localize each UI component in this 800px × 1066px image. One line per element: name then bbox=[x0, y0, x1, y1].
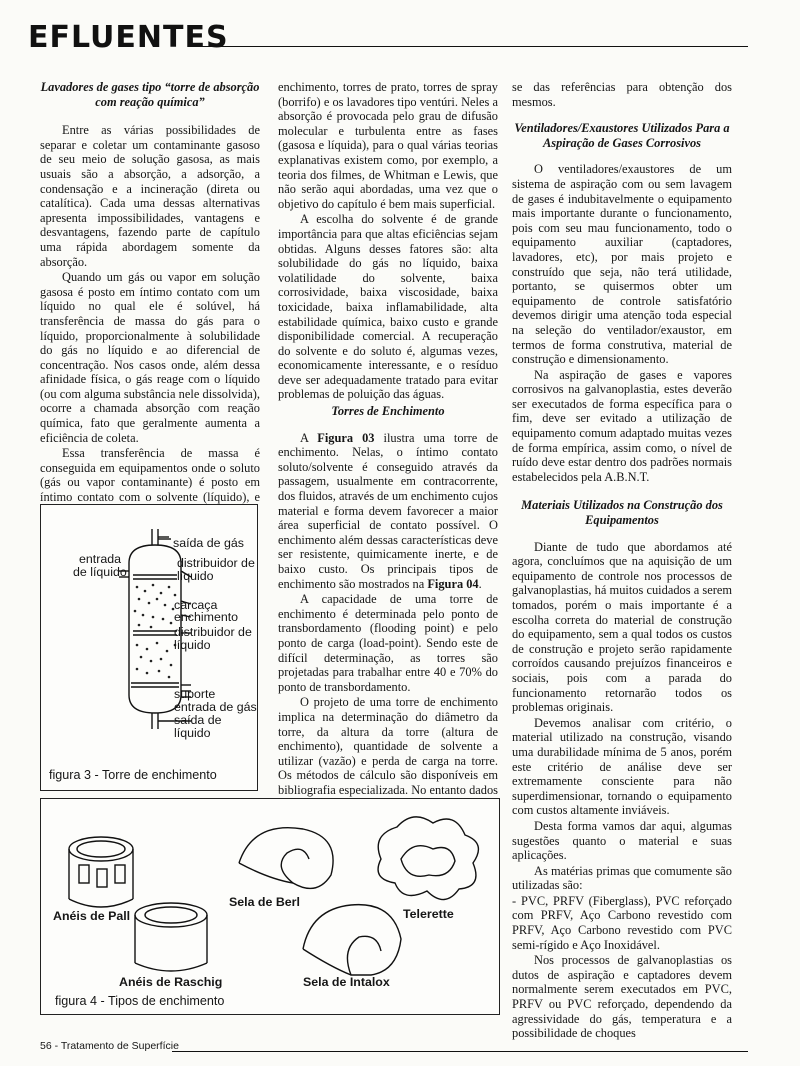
paragraph: Devemos analisar com critério, o material utilizado na construção, visando uma durabilidade mínima de 5 anos, porém este critério de análise deve ser extremamente consciente para não superdimensionar, tornando o equipamento com custos altamente inviáveis. bbox=[512, 715, 732, 818]
label-telerette: Telerette bbox=[403, 907, 454, 921]
label-redistributor-1: distribuidor de bbox=[174, 625, 252, 639]
page-footer: 56 - Tratamento de Superfície bbox=[40, 1040, 179, 1052]
label-raschig: Anéis de Raschig bbox=[119, 975, 223, 989]
text-run: ilustra uma torre de enchimento. Nelas, o íntimo contato soluto/solvente é conseguido através da passagem, usualmente em contracorrente, dos fluidos, através de um enchimento cujos material e forma devem favorecer a maior área superficial de contato possível. O enchimento além dessas características deve ser resistente, quimicamente inerte, e de baixo custo. Os principais tipos de enchimento são mostrados na bbox=[278, 430, 499, 591]
figure-3 bbox=[40, 504, 258, 791]
paragraph: Nos processos de galvanoplastias os dutos de aspiração e captadores devem normalmente serem executados em PVC, PRFV ou PVC reforçado, dependendo da agressividade do gás, temperatura e a possibilidade de choques bbox=[512, 953, 732, 1041]
label-support: suporte bbox=[174, 687, 216, 701]
label-pall: Anéis de Pall bbox=[53, 909, 131, 923]
section-title: EFLUENTES bbox=[28, 20, 229, 55]
paragraph: O ventiladores/exaustores de um sistema de aspiração com ou sem lavagem de gases é indubitavelmente o equipamento mais importante durante o funcionamento, pois com seu mau funcionamento, todo o equipamento auxiliar (captadores, lavadores, etc), por mais projeto e construído que seja, não terá utilidade, portanto, se quisermos obter um equipamento de controle satisfatório devemos dirigir uma atenção toda especial na seleção do ventilador/exaustor, em termos de forma construtiva, material de construção e dimensionamento. bbox=[512, 162, 732, 367]
paragraph: As matérias primas que comumente são utilizadas são: bbox=[512, 863, 732, 893]
paragraph: A capacidade de uma torre de enchimento é determinada pelo ponto de transbordamento (flooding point) e pelo ponto de carga (load-point). Sendo este de difícil determinação, as torres são projetadas para trabalhar entre 40 e 70% do ponto de transbordamento. bbox=[278, 592, 498, 694]
column-3 bbox=[512, 80, 732, 1042]
paragraph: - PVC, PRFV (Fiberglass), PVC reforçado com PRFV, Aço Carbono revestido com PRFV, Aço Carbono revestido com PVC semi-rígido e Aço Inoxidável. bbox=[512, 893, 732, 952]
paragraph: Quando um gás ou vapor em solução gasosa é posto em íntimo contato com um líquido no qual ele é solúvel, há transferência de massa do gás para o líquido, proporcionalmente à solubilidade do gás no líquido e ao diferencial de concentração. Nos casos onde, além dessa afinidade física, o gás reage com o líquido (ou com alguma substância nele dissolvida), ocorre a chamada absorção com reação química, fato que geralmente aumenta a eficiência de coleta. bbox=[40, 270, 260, 445]
paragraph: enchimento, torres de prato, torres de spray (borrifo) e os lavadores tipo ventúri. Neles a absorção é provocada pelo grau de difusão molecular e turbulenta entre as fases (gasosa e líquida), para o qual várias teorias explanativas existem como, por exemplo, a teoria dos filmes, de Whitman e Lewis, que não serão aqui abordadas, uma vez que o objetivo do capítulo é bem mais superficial. bbox=[278, 80, 498, 211]
label-distributor-1: distribuidor de bbox=[177, 556, 255, 570]
header-rule bbox=[196, 46, 748, 47]
paragraph: Na aspiração de gases e vapores corrosivos na galvanoplastia, estes deverão ser executados de forma específica para o fim, deve ser evitado a utilização de equipamento comum adaptado muitas vezes de forma empírica, assim como, o nível de ruído deve estar dentro dos padrões normais estabelecidos pela A.B.N.T. bbox=[512, 367, 732, 484]
label-berl: Sela de Berl bbox=[229, 895, 300, 909]
label-liquid-outlet: saída de líquido bbox=[174, 713, 222, 740]
heading-lavadores: Lavadores de gases tipo “torre de absorção com reação química” bbox=[40, 80, 260, 109]
label-liquid-inlet-2: de líquido bbox=[73, 565, 127, 579]
label-distributor-2: líquido bbox=[177, 569, 214, 583]
paragraph: Desta forma vamos dar aqui, algumas sugestões quanto o material e suas aplicações. bbox=[512, 818, 732, 863]
paragraph: Entre as várias possibilidades de separar e coletar um contaminante gasoso de seu meio de solução gasosa, as mais usuais são a absorção, a adsorção, a condensação e a incineração (direta ou catalítica). Cada uma dessas alternativas apresenta impossibilidades, vantagens e desvantagens, fazendo parte de capítulo uma rápida abordagem somente da absorção. bbox=[40, 123, 260, 269]
heading-ventiladores: Ventiladores/Exaustores Utilizados Para a Aspiração de Gases Corrosivos bbox=[514, 121, 730, 150]
heading-materiais: Materiais Utilizados na Construção dos Equipamentos bbox=[521, 498, 723, 528]
label-liquid-inlet-1: entrada bbox=[79, 552, 122, 566]
paragraph: Essa transferência de massa é conseguida em equipamentos onde o soluto (gás ou vapor contaminante) é posto em íntimo contato com o solvente (líquido), e bbox=[40, 446, 260, 505]
paragraph: O projeto de uma torre de enchimento implica na determinação do diâmetro da torre, da altura da torre (altura de enchimento), quantidade de solvente a utilizar (vazão) e perda de carga na torre. Os métodos de cálculo são disponíveis em bibliografia especializada. No entanto dados bbox=[278, 695, 498, 797]
text-run: . bbox=[478, 576, 482, 591]
column-2 bbox=[278, 80, 498, 828]
figure-3-caption: figura 3 - Torre de enchimento bbox=[49, 768, 217, 782]
paragraph-figura-ref bbox=[278, 431, 498, 592]
label-packing: enchimento bbox=[174, 610, 239, 624]
label-shell: carcaça bbox=[174, 598, 218, 612]
heading-torres: Torres de Enchimento bbox=[331, 404, 445, 419]
label-redistributor-2: líquido bbox=[174, 638, 211, 652]
column-1 bbox=[40, 80, 260, 520]
label-intalox: Sela de Intalox bbox=[303, 975, 390, 989]
figure-ref: Figura 03 bbox=[317, 430, 375, 445]
figure-4-caption: figura 4 - Tipos de enchimento bbox=[55, 994, 225, 1008]
label-gas-outlet: saída de gás bbox=[173, 536, 244, 550]
text-run: A bbox=[300, 430, 318, 445]
paragraph: Diante de tudo que abordamos até agora, concluímos que na aquisição de um equipamento de controle nos processos de galvanoplastias, há muitos cuidados a serem tomados, porém o mais importante é a escolha correta do material de construção do equipamento, sem a qual todos os custos de construção e projeto serão rapidamente corroídos causando prejuízos financeiros e sociais, pois com a parada do funcionamento retornarão todos os problemas originais. bbox=[512, 539, 732, 715]
paragraph: se das referências para obtenção dos mesmos. bbox=[512, 80, 732, 109]
footer-rule bbox=[172, 1051, 748, 1052]
label-gas-inlet: entrada de gás bbox=[174, 700, 257, 714]
paragraph: A escolha do solvente é de grande importância para que altas eficiências sejam obtidas. Alguns desses fatores são: alta solubilidade do gás no líquido, baixa volatilidade do solvente, baixa corrosividade, baixa viscosidade, baixa toxicidade, baixa inflamabilidade, alta estabilidade química, baixo custo e grande disponibilidade comercial. A recuperação do solvente e do soluto é, algumas vezes, economicamente interessante, e o resíduo deve ser adequadamente tratado para evitar problemas de poluição das águas. bbox=[278, 212, 498, 402]
figure-4 bbox=[40, 798, 500, 1015]
figure-ref: Figura 04 bbox=[427, 576, 479, 591]
